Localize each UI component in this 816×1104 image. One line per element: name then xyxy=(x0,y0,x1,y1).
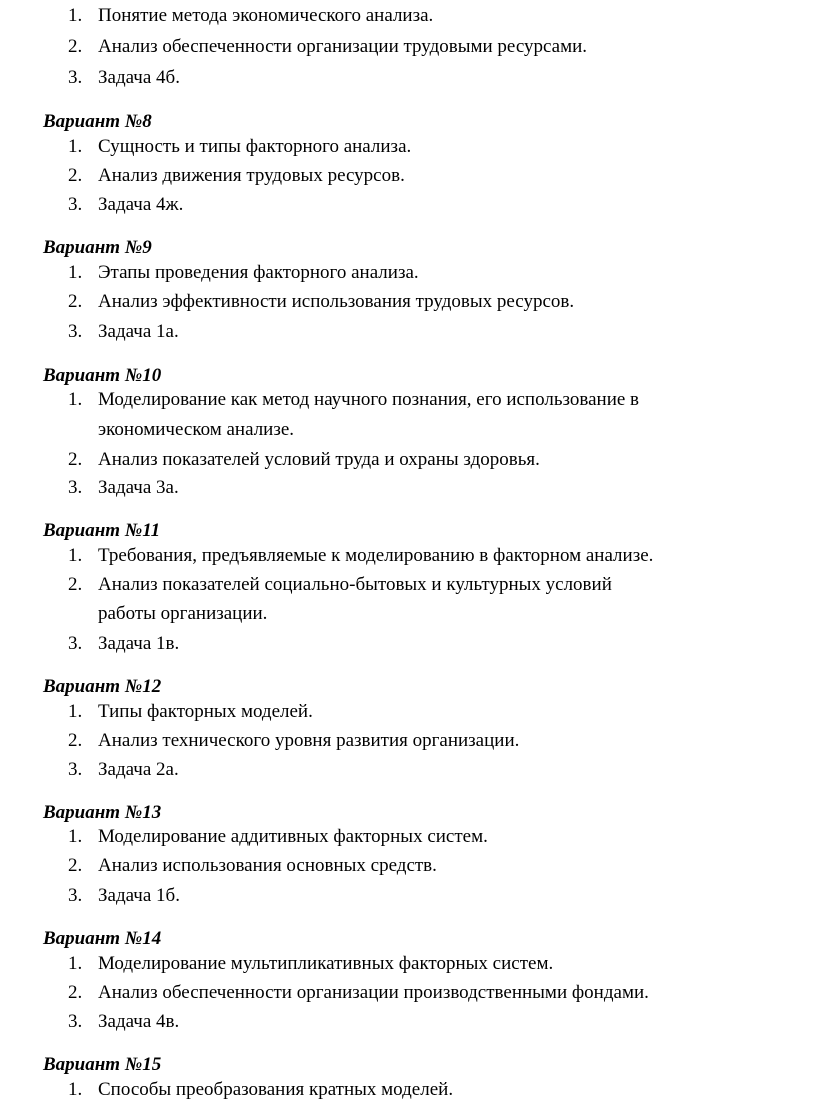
variant-heading: Вариант №10 xyxy=(43,365,162,386)
variant-heading: Вариант №14 xyxy=(43,928,162,949)
item-number: 2. xyxy=(68,982,83,1003)
variant-heading: Вариант №15 xyxy=(43,1054,162,1075)
item-number: 1. xyxy=(68,701,83,722)
item-text: Анализ показателей условий труда и охраны здоровья. xyxy=(98,449,540,470)
variant-heading: Вариант №11 xyxy=(43,520,161,541)
item-number: 3. xyxy=(68,885,83,906)
item-text: Понятие метода экономического анализа. xyxy=(98,5,434,26)
item-number: 1. xyxy=(68,389,83,410)
item-number: 2. xyxy=(68,165,83,186)
item-number: 1. xyxy=(68,5,83,26)
item-number: 2. xyxy=(68,855,83,876)
item-text: Анализ движения трудовых ресурсов. xyxy=(98,165,405,186)
item-text: Анализ обеспеченности организации производственными фондами. xyxy=(98,982,649,1003)
item-number: 1. xyxy=(68,136,83,157)
item-text: Анализ обеспеченности организации трудовыми ресурсами. xyxy=(98,36,588,57)
item-number: 3. xyxy=(68,759,83,780)
item-text: Задача 1в. xyxy=(98,633,180,654)
item-text: Задача 1б. xyxy=(98,885,180,906)
variant-heading: Вариант №12 xyxy=(43,676,162,697)
item-number: 3. xyxy=(68,633,83,654)
item-text: Анализ использования основных средств. xyxy=(98,855,437,876)
item-number: 3. xyxy=(68,194,83,215)
item-text: Типы факторных моделей. xyxy=(98,701,313,722)
item-text: Задача 4в. xyxy=(98,1011,180,1032)
item-text-continuation: работы организации. xyxy=(98,603,268,624)
item-number: 2. xyxy=(68,36,83,57)
item-number: 1. xyxy=(68,545,83,566)
item-number: 1. xyxy=(68,826,83,847)
variant-heading: Вариант №9 xyxy=(43,237,152,258)
item-text: Задача 2а. xyxy=(98,759,179,780)
item-number: 3. xyxy=(68,477,83,498)
item-text: Анализ показателей социально-бытовых и культурных условий xyxy=(98,574,612,595)
item-text: Анализ технического уровня развития организации. xyxy=(98,730,520,751)
item-text: Задача 4б. xyxy=(98,67,180,88)
item-text: Анализ эффективности использования трудовых ресурсов. xyxy=(98,291,575,312)
item-number: 2. xyxy=(68,574,83,595)
item-number: 2. xyxy=(68,291,83,312)
item-text: Задача 3а. xyxy=(98,477,179,498)
item-number: 1. xyxy=(68,1079,83,1100)
item-number: 3. xyxy=(68,1011,83,1032)
item-text: Моделирование аддитивных факторных систем. xyxy=(98,826,488,847)
item-number: 1. xyxy=(68,953,83,974)
item-text: Требования, предъявляемые к моделированию в факторном анализе. xyxy=(98,545,654,566)
item-number: 2. xyxy=(68,730,83,751)
item-text: Задача 4ж. xyxy=(98,194,184,215)
item-number: 2. xyxy=(68,449,83,470)
item-text: Моделирование мультипликативных факторных систем. xyxy=(98,953,554,974)
item-number: 1. xyxy=(68,262,83,283)
item-text: Задача 1а. xyxy=(98,321,179,342)
variant-heading: Вариант №8 xyxy=(43,111,152,132)
item-text: Сущность и типы факторного анализа. xyxy=(98,136,412,157)
item-number: 3. xyxy=(68,321,83,342)
item-text: Этапы проведения факторного анализа. xyxy=(98,262,419,283)
variant-heading: Вариант №13 xyxy=(43,802,162,823)
item-text-continuation: экономическом анализе. xyxy=(98,419,295,440)
item-number: 3. xyxy=(68,67,83,88)
item-text: Моделирование как метод научного познания, его использование в xyxy=(98,389,640,410)
item-text: Способы преобразования кратных моделей. xyxy=(98,1079,454,1100)
